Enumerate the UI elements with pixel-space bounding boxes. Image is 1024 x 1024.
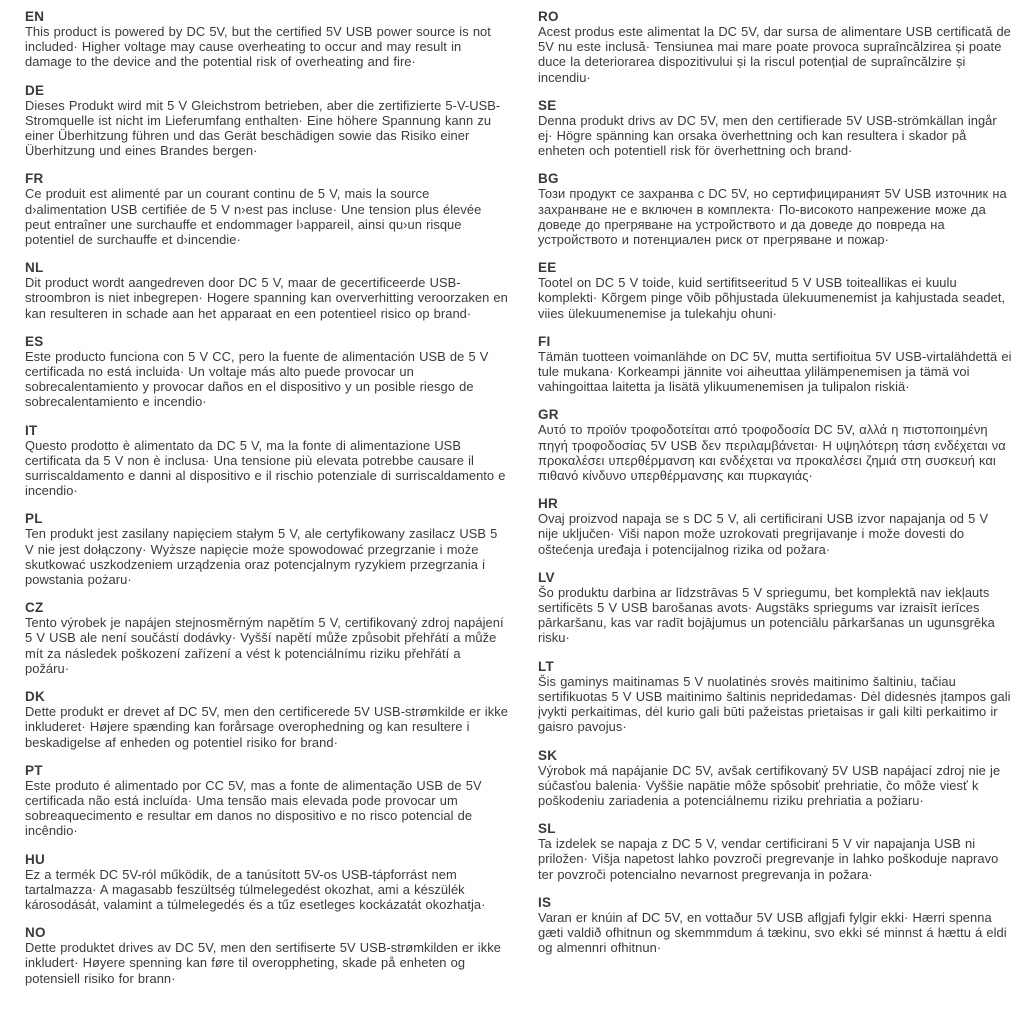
warning-text-dk: Dette produkt er drevet af DC 5V, men den certificerede 5V USB-strømkilde er ikke inkluderet· Højere spænding kan forårsage overophedning og kan resultere i beskadigelse af enheden og potentiel risiko for brand· bbox=[25, 704, 508, 750]
left-column bbox=[25, 9, 508, 1024]
warning-text-ro: Acest produs este alimentat la DC 5V, dar sursa de alimentare USB certificată de 5V nu este inclusă· Tensiunea mai mare poate provoca supraîncălzirea și poate duce la deteriorarea dispozitivului și la riscul potențial de supraîncălzire și incendiu· bbox=[538, 24, 1011, 85]
section-dk bbox=[25, 689, 508, 750]
warning-text-is: Varan er knúin af DC 5V, en vottaður 5V USB aflgjafi fylgir ekki· Hærri spenna gæti valdið ofhitnun og skemmmdum á tækinu, svo ekki sé minnst á hættu á eldi og almennri ofhitnun· bbox=[538, 909, 1007, 956]
language-code-fi: FI bbox=[538, 333, 551, 349]
warning-text-gr: Αυτό το προϊόν τροφοδοτείται από τροφοδοσία DC 5V, αλλά η πιστοποιημένη πηγή τροφοδοσίας 5V USB δεν περιλαμβάνεται· Η υψηλότερη τάση ενδέχεται να προκαλέσει υπερθέρμανση και ενδέχεται να προκαλέσει ζημιά στη συσκευή και πιθανό κίνδυνο υπερθέρμανσης και πυρκαγιάς· bbox=[538, 422, 1006, 484]
section-nl bbox=[25, 260, 508, 321]
language-code-sk: SK bbox=[538, 747, 558, 763]
warning-text-it: Questo prodotto è alimentato da DC 5 V, ma la fonte di alimentazione USB certificata da 5 V non è inclusa· Una tensione più elevata potrebbe causare il surriscaldamento e danni al dispositivo e il rischio potenziale di surriscaldamento e incendio· bbox=[25, 437, 506, 499]
language-code-dk: DK bbox=[25, 689, 45, 705]
section-de bbox=[25, 83, 508, 159]
warning-text-pt: Este produto é alimentado por CC 5V, mas a fonte de alimentação USB de 5V certificada não está incluída· Uma tensão mais elevada pode provocar um sobreaquecimento e resultar em danos no dispositivo e no risco potencial de incêndio· bbox=[25, 777, 482, 839]
language-code-ro: RO bbox=[538, 9, 559, 24]
section-sk bbox=[538, 748, 1012, 809]
section-is bbox=[538, 895, 1012, 956]
language-code-lt: LT bbox=[538, 658, 554, 674]
section-fi bbox=[538, 334, 1012, 395]
warning-text-se: Denna produkt drivs av DC 5V, men den certifierade 5V USB-strömkällan ingår ej· Högre spänning kan orsaka överhettning och kan resultera i skador på enheten och potentiell risk för överhettning och brand· bbox=[538, 112, 997, 159]
warning-text-cz: Tento výrobek je napájen stejnosměrným napětím 5 V, certifikovaný zdroj napájení 5 V USB ale není součástí dodávky· Vyšší napětí může způsobit přehřátí a může mít za následek poškození zařízení a vést k potenciálnímu riziku přehřátí a požáru· bbox=[25, 615, 504, 676]
language-code-hr: HR bbox=[538, 496, 558, 512]
section-hr bbox=[538, 496, 1012, 557]
section-es bbox=[25, 334, 508, 410]
language-code-is: IS bbox=[538, 894, 552, 910]
language-code-sl: SL bbox=[538, 821, 556, 837]
section-it bbox=[25, 423, 508, 499]
section-ee bbox=[538, 260, 1012, 321]
warning-text-hr: Ovaj proizvod napaja se s DC 5 V, ali certificirani USB izvor napajanja od 5 V nije uključen· Viši napon može uzrokovati pregrijavanje i može dovesti do oštećenja uređaja i potencijalnog rizika od požara· bbox=[538, 511, 989, 557]
section-no bbox=[25, 925, 508, 986]
language-code-en: EN bbox=[25, 9, 45, 24]
language-code-hu: HU bbox=[25, 851, 45, 867]
section-pt bbox=[25, 763, 508, 839]
language-code-pl: PL bbox=[25, 511, 43, 527]
warning-text-fr: Ce produit est alimenté par un courant continu de 5 V, mais la source d›alimentation USB certifiée de 5 V n›est pas incluse· Une tension plus élevée peut entraîner une surchauffe et endommager l›appareil, ainsi qu›un risque potentiel de surchauffe et d›incendie· bbox=[25, 186, 482, 248]
language-code-pt: PT bbox=[25, 762, 43, 778]
warning-text-ee: Tootel on DC 5 V toide, kuid sertifitseeritud 5 V USB toiteallikas ei kuulu komplekti· Kõrgem pinge võib põhjustada ülekuumenemist ja kahjustada seadet, viies ülekuumenemise ja tulekahju ohuni· bbox=[538, 275, 1006, 321]
right-column bbox=[538, 9, 1012, 1024]
language-code-cz: CZ bbox=[25, 600, 44, 616]
warning-text-de: Dieses Produkt wird mit 5 V Gleichstrom betrieben, aber die zertifizierte 5-V-USB-Stromquelle ist nicht im Lieferumfang enthalten· Eine höhere Spannung kann zu einer Überhitzung führen und das Gerät beschädigen sowie das Risiko einer Überhitzung und eines Brandes bergen· bbox=[25, 97, 501, 159]
warning-text-en: This product is powered by DC 5V, but the certified 5V USB power source is not included· Higher voltage may cause overheating to occur and may result in damage to the device and the potential risk of overheating and fire· bbox=[25, 24, 491, 70]
section-fr bbox=[25, 171, 508, 247]
warning-text-fi: Tämän tuotteen voimanlähde on DC 5V, mutta sertifioitua 5V USB-virtalähdettä ei tule mukana· Korkeampi jännite voi aiheuttaa ylilämpenemisen ja tämä voi vahingoittaa laitetta ja lisätä ylikuumenemisen ja tulipalon riskiä· bbox=[538, 348, 1012, 395]
language-code-bg: BG bbox=[538, 171, 559, 187]
section-lv bbox=[538, 570, 1012, 646]
section-hu bbox=[25, 852, 508, 913]
language-code-lv: LV bbox=[538, 569, 555, 585]
warning-text-bg: Този продукт се захранва с DC 5V, но сертифицираният 5V USB източник на захранване не е включен в комплекта· По-високото напрежение може да доведе до прегряване на устройството и да доведе до повреда на устройството и потенциален риск от прегряване и пожар· bbox=[538, 186, 1007, 248]
section-en bbox=[25, 9, 508, 70]
warning-text-es: Este producto funciona con 5 V CC, pero la fuente de alimentación USB de 5 V certificada no está incluida· Un voltaje más alto puede provocar un sobrecalentamiento y provocar daños en el dispositivo y un posible riesgo de sobrecalentamiento e incendio· bbox=[25, 348, 489, 410]
section-gr bbox=[538, 407, 1012, 483]
warning-text-sk: Výrobok má napájanie DC 5V, avšak certifikovaný 5V USB napájací zdroj nie je súčasťou balenia· Vyššie napätie môže spôsobiť prehriatie, čo môže viesť k poškodeniu zariadenia a potenciálnemu riziku prehriatia a požiaru· bbox=[538, 762, 1001, 808]
language-code-es: ES bbox=[25, 333, 44, 349]
warning-text-pl: Ten produkt jest zasilany napięciem stałym 5 V, ale certyfikowany zasilacz USB 5 V nie jest dołączony· Wyższe napięcie może spowodować przegrzanie i może skutkować uszkodzeniem urządzenia oraz potencjalnym ryzykiem przegrzania i powstania pożaru· bbox=[25, 526, 498, 588]
language-code-gr: GR bbox=[538, 407, 559, 423]
language-code-it: IT bbox=[25, 422, 38, 438]
section-cz bbox=[25, 600, 508, 676]
warning-text-sl: Ta izdelek se napaja z DC 5 V, vendar certificirani 5 V vir napajanja USB ni priložen· Višja napetost lahko povzroči pregrevanje in lahko poškoduje napravo ter povzroči potencialno nevarnost pregrevanja in požara· bbox=[538, 836, 999, 882]
warning-text-hu: Ez a termék DC 5V-ról működik, de a tanúsított 5V-os USB-tápforrást nem tartalmazza· A magasabb feszültség túlmelegedést okozhat, ami a készülék károsodását, valamint a túlmelegedés és a tűz esetleges kockázatát okozhatja· bbox=[25, 866, 486, 912]
section-bg bbox=[538, 171, 1012, 247]
section-pl bbox=[25, 511, 508, 587]
warning-text-nl: Dit product wordt aangedreven door DC 5 V, maar de gecertificeerde USB-stroombron is niet inbegrepen· Hogere spanning kan oververhitting veroorzaken en kan resulteren in schade aan het apparaat en een potentieel risico op brand· bbox=[25, 275, 508, 321]
section-sl bbox=[538, 821, 1012, 882]
section-ro bbox=[538, 9, 1012, 85]
section-se bbox=[538, 98, 1012, 159]
language-code-no: NO bbox=[25, 925, 46, 941]
language-code-fr: FR bbox=[25, 171, 44, 187]
warning-text-lt: Šis gaminys maitinamas 5 V nuolatinės srovės maitinimo šaltiniu, tačiau sertifikuotas 5 V USB maitinimo šaltinis nepridedamas· Dėl didesnės įtampos gali įvykti perkaitimas, dėl kurio gali būti pažeistas prietaisas ir gali kilti perkaitimo ir gaisro pavojus· bbox=[538, 673, 1011, 735]
language-code-nl: NL bbox=[25, 260, 44, 276]
language-code-de: DE bbox=[25, 82, 45, 98]
warning-text-lv: Šo produktu darbina ar līdzstrāvas 5 V spriegumu, bet komplektā nav iekļauts sertificēts 5 V USB barošanas avots· Augstāks spriegums var izraisīt ierīces pārkaršanu, kas var radīt bojājumus un potenciālu pārkaršanas un ugunsgrēka risku· bbox=[538, 584, 995, 646]
section-lt bbox=[538, 659, 1012, 735]
warning-text-no: Dette produktet drives av DC 5V, men den sertifiserte 5V USB-strømkilden er ikke inkludert· Høyere spenning kan føre til overoppheting, skade på enheten og potensiell risiko for brann· bbox=[25, 940, 501, 986]
language-code-se: SE bbox=[538, 97, 557, 113]
language-code-ee: EE bbox=[538, 260, 557, 276]
